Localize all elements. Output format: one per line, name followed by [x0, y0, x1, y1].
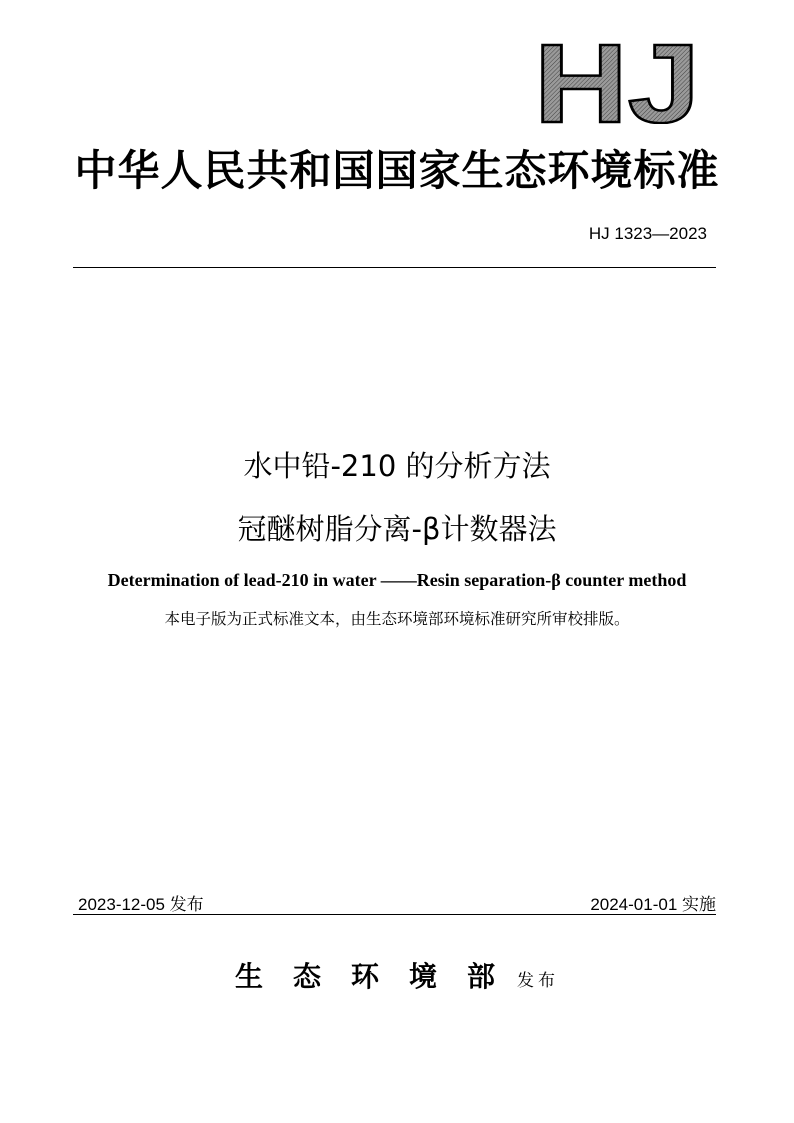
header-divider: [73, 267, 716, 268]
issuer: [0, 955, 794, 995]
issue-date: 2023-12-05 发布: [78, 895, 204, 914]
footer-divider: [73, 914, 716, 915]
title-en: Determination of lead-210 in water ——Resin separation-β counter method: [107, 570, 687, 590]
standard-number: HJ 1323—2023: [588, 224, 707, 243]
title-cn-line2: 冠醚树脂分离-β计数器法: [237, 512, 557, 546]
agency-title: 中华人民共和国国家生态环境标准: [74, 146, 720, 195]
issuer-name: 生态环境部: [234, 960, 525, 993]
implementation-date: 2024-01-01 实施: [590, 895, 716, 914]
hj-logo-text: HJ: [534, 38, 700, 124]
edition-note: 本电子版为正式标准文本，由生态环境部环境标准研究所审校排版。: [164, 610, 630, 628]
title-cn-line1: 水中铅-210 的分析方法: [243, 449, 551, 483]
hj-logo: [532, 38, 702, 124]
issuer-suffix: 发布: [517, 971, 559, 991]
